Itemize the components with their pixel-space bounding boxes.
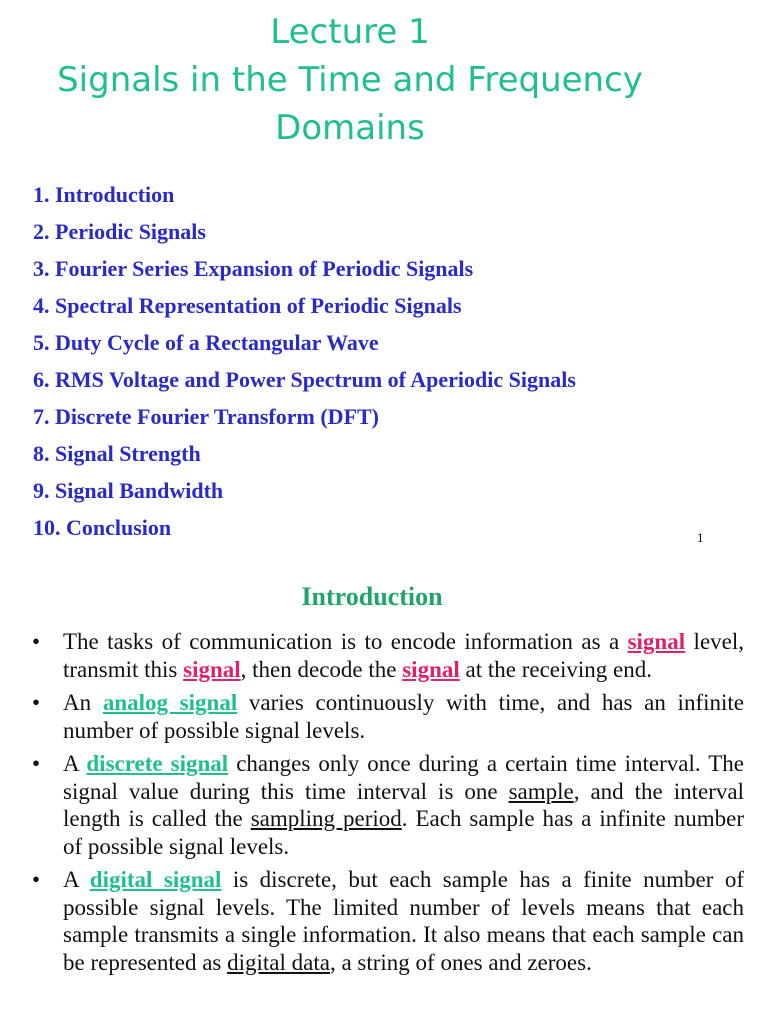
bullet-item xyxy=(30,750,744,860)
title-line-2: Signals in the Time and Frequency xyxy=(57,60,643,100)
bullet-text: A xyxy=(63,867,90,892)
bullet-text: varies continuously with time, and has an infinite number of possible signal levels. xyxy=(63,690,744,743)
bullet-marker: • xyxy=(32,751,41,776)
bullet-marker: • xyxy=(32,867,41,892)
term-sample: sample xyxy=(508,778,574,804)
keyword-analog-signal: analog signal xyxy=(102,690,238,715)
bullet-marker: • xyxy=(32,629,41,654)
toc-item: 2. Periodic Signals xyxy=(33,219,206,244)
title-line-3: Domains xyxy=(275,108,425,148)
toc-item: 6. RMS Voltage and Power Spectrum of Aperiodic Signals xyxy=(33,367,576,392)
section-heading: Introduction xyxy=(301,582,443,611)
bullet-item xyxy=(30,689,744,744)
bullet-text: changes only once during a certain time interval. The signal value during this time interval is one xyxy=(63,751,744,804)
keyword-signal: signal xyxy=(183,656,241,682)
keyword-signal: signal xyxy=(402,656,460,682)
keyword-discrete-signal: discrete signal xyxy=(86,751,229,776)
bullet-text: A xyxy=(63,751,87,776)
bullet-text: The tasks of communication is to encode information as a xyxy=(63,629,628,654)
bullet-text: is discrete, but each sample has a finite number of possible signal levels. The limited number of levels means that each sample transmits a single information. It also means that each sample can be represented as xyxy=(63,867,745,975)
toc-item: 8. Signal Strength xyxy=(33,441,201,466)
toc-item: 3. Fourier Series Expansion of Periodic Signals xyxy=(33,256,474,281)
title-line-1: Lecture 1 xyxy=(270,12,430,52)
toc-item: 5. Duty Cycle of a Rectangular Wave xyxy=(33,330,379,355)
bullet-text: , and the interval length is called the xyxy=(63,778,744,831)
keyword-digital-signal: digital signal xyxy=(89,867,222,892)
toc-item: 1. Introduction xyxy=(33,182,175,207)
bullet-text: , then decode the xyxy=(240,656,403,682)
table-of-contents xyxy=(33,176,576,546)
term-sampling-period: sampling period xyxy=(250,806,402,831)
keyword-signal: signal xyxy=(627,629,686,654)
bullet-text: . Each sample has a infinite number of possible signal levels. xyxy=(63,806,745,859)
bullet-text: , a string of ones and zeroes. xyxy=(329,949,592,975)
term-digital-data: digital data xyxy=(227,949,330,975)
bullet-marker: • xyxy=(32,690,41,715)
toc-item: 9. Signal Bandwidth xyxy=(33,478,224,503)
bullet-text: at the receiving end. xyxy=(459,656,652,682)
bullet-text: An xyxy=(63,690,103,715)
lecture-title xyxy=(0,8,700,152)
page-number: 1 xyxy=(697,530,704,545)
toc-item: 10. Conclusion xyxy=(33,515,172,540)
bullet-text: level, transmit this xyxy=(63,629,744,682)
bullet-item xyxy=(30,628,744,683)
bullet-list xyxy=(30,628,744,982)
bullet-item xyxy=(30,866,744,976)
toc-item: 4. Spectral Representation of Periodic Signals xyxy=(33,293,462,318)
toc-item: 7. Discrete Fourier Transform (DFT) xyxy=(33,404,380,429)
